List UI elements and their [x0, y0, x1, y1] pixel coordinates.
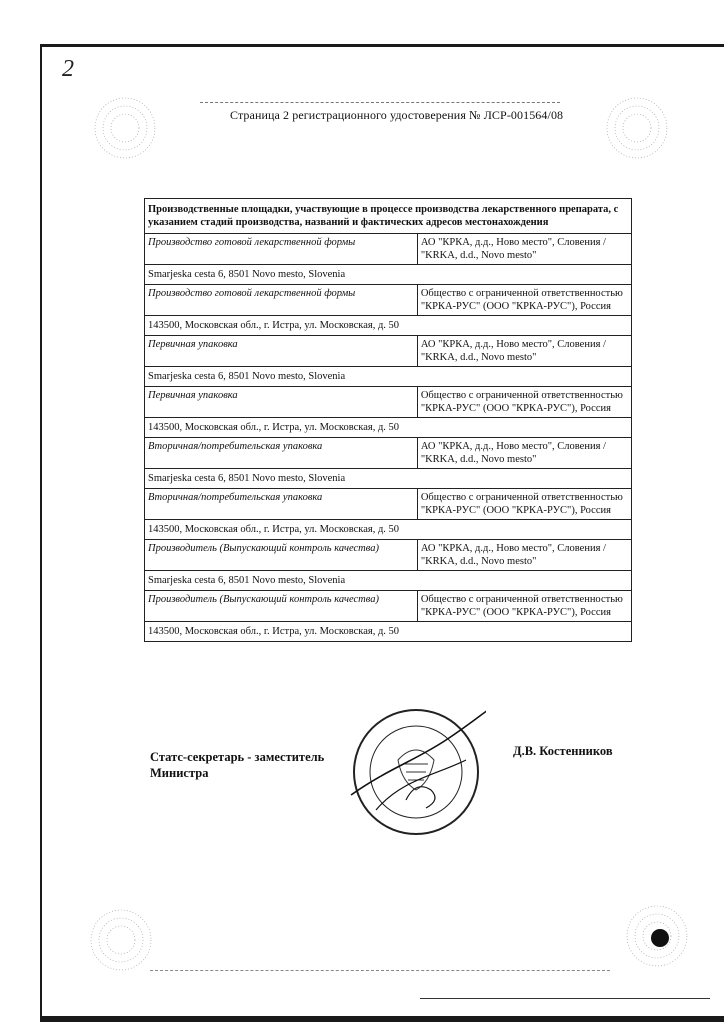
table-row — [145, 438, 632, 469]
organization-cell: Общество с ограниченной ответственностью "КРКА-РУС" (ООО "КРКА-РУС"), Россия — [417, 285, 631, 316]
table-row — [145, 234, 632, 265]
organization-cell: Общество с ограниченной ответственностью "КРКА-РУС" (ООО "КРКА-РУС"), Россия — [417, 591, 631, 622]
address-cell: 143500, Московская обл., г. Истра, ул. Московская, д. 50 — [145, 622, 632, 642]
signatory-position: Статс-секретарь - заместитель Министра — [150, 750, 325, 780]
handwritten-page-number: 2 — [62, 56, 74, 82]
stage-cell: Первичная упаковка — [145, 387, 418, 418]
address-cell: Smarjeska cesta 6, 8501 Novo mesto, Slovenia — [145, 571, 632, 591]
page-frame-left — [40, 44, 42, 1020]
stage-cell: Производитель (Выпускающий контроль качества) — [145, 540, 418, 571]
table-row — [145, 285, 632, 316]
table-row — [145, 591, 632, 622]
stage-cell: Производство готовой лекарственной формы — [145, 285, 418, 316]
organization-cell: АО "КРКА, д.д., Ново место", Словения / "KRKA, d.d., Novo mesto" — [417, 540, 631, 571]
corner-ornament-icon — [612, 896, 702, 976]
table-row — [145, 265, 632, 285]
organization-cell: Общество с ограниченной ответственностью "КРКА-РУС" (ООО "КРКА-РУС"), Россия — [417, 489, 631, 520]
table-row — [145, 489, 632, 520]
table-row — [145, 336, 632, 367]
table-row — [145, 418, 632, 438]
stage-cell: Производство готовой лекарственной формы — [145, 234, 418, 265]
address-cell: Smarjeska cesta 6, 8501 Novo mesto, Slovenia — [145, 469, 632, 489]
header-decor-line — [200, 102, 560, 103]
footer-rule — [420, 998, 710, 999]
table-row — [145, 520, 632, 540]
address-cell: 143500, Московская обл., г. Истра, ул. Московская, д. 50 — [145, 520, 632, 540]
table-row — [145, 571, 632, 591]
stage-cell: Первичная упаковка — [145, 336, 418, 367]
organization-cell: АО "КРКА, д.д., Ново место", Словения / "KRKA, d.d., Novo mesto" — [417, 336, 631, 367]
page-header: Страница 2 регистрационного удостоверения № ЛСР-001564/08 — [230, 108, 564, 122]
table-row — [145, 469, 632, 489]
organization-cell: Общество с ограниченной ответственностью "КРКА-РУС" (ООО "КРКА-РУС"), Россия — [417, 387, 631, 418]
official-stamp-icon — [346, 700, 486, 840]
table-row — [145, 367, 632, 387]
signatory-name: Д.В. Костенников — [513, 744, 613, 758]
address-cell: 143500, Московская обл., г. Истра, ул. Московская, д. 50 — [145, 418, 632, 438]
page-frame-top — [40, 44, 724, 47]
table-title-row — [145, 199, 632, 234]
corner-ornament-icon — [76, 900, 166, 980]
table-row — [145, 540, 632, 571]
organization-cell: АО "КРКА, д.д., Ново место", Словения / "KRKA, d.d., Novo mesto" — [417, 438, 631, 469]
table-row — [145, 622, 632, 642]
organization-cell: АО "КРКА, д.д., Ново место", Словения / "KRKA, d.d., Novo mesto" — [417, 234, 631, 265]
corner-ornament-icon — [80, 88, 170, 168]
address-cell: 143500, Московская обл., г. Истра, ул. Московская, д. 50 — [145, 316, 632, 336]
stage-cell: Производитель (Выпускающий контроль качества) — [145, 591, 418, 622]
table-title: Производственные площадки, участвующие в процессе производства лекарственного препарата, с указанием стадий производства, названий и фактических адресов местонахождения — [145, 199, 632, 234]
address-cell: Smarjeska cesta 6, 8501 Novo mesto, Slovenia — [145, 367, 632, 387]
table-row — [145, 316, 632, 336]
production-sites-table — [144, 198, 632, 642]
address-cell: Smarjeska cesta 6, 8501 Novo mesto, Slovenia — [145, 265, 632, 285]
table-row — [145, 387, 632, 418]
stage-cell: Вторичная/потребительская упаковка — [145, 438, 418, 469]
footer-decor-line — [150, 970, 610, 971]
corner-ornament-icon — [592, 88, 682, 168]
stage-cell: Вторичная/потребительская упаковка — [145, 489, 418, 520]
page-frame-bottom — [40, 1016, 724, 1022]
